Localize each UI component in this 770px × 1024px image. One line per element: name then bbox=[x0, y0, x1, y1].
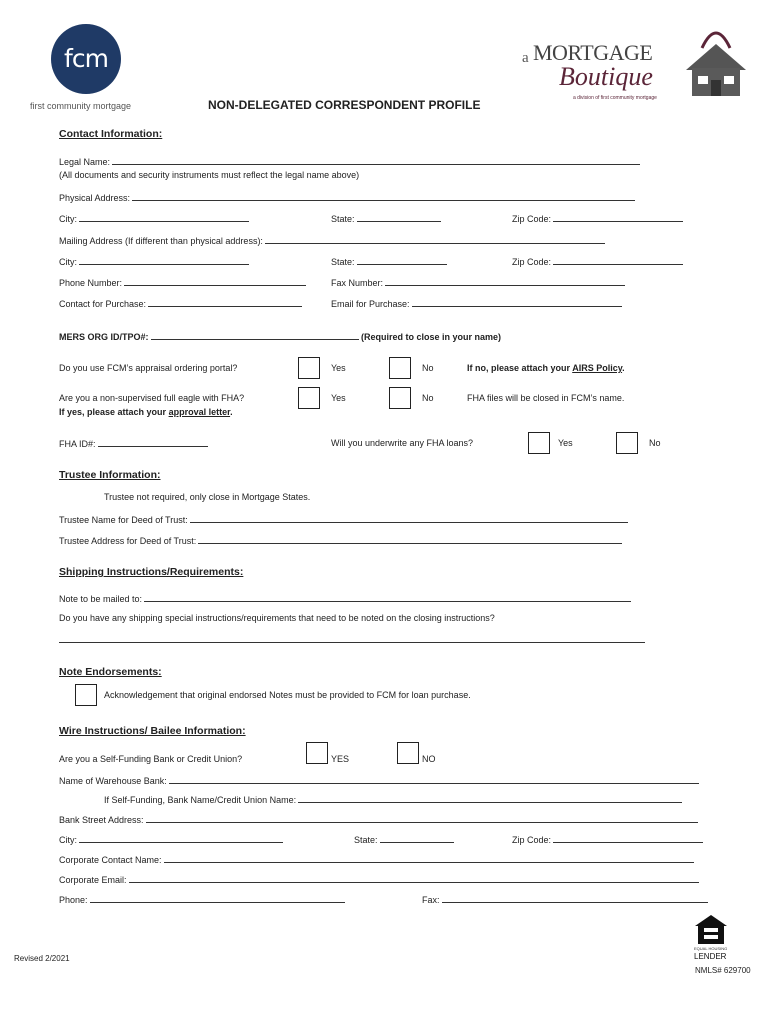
city2-field[interactable] bbox=[79, 256, 249, 265]
wire-zip-label: Zip Code: bbox=[512, 835, 552, 845]
phone-field[interactable] bbox=[124, 277, 306, 286]
nmls-number: NMLS# 629700 bbox=[695, 966, 751, 975]
appraisal-no-label: No bbox=[422, 363, 434, 373]
trustee-note: Trustee not required, only close in Mortgage States. bbox=[104, 492, 311, 502]
wire-state-field[interactable] bbox=[380, 834, 454, 843]
trustee-address-field[interactable] bbox=[198, 535, 622, 544]
mers-note: (Required to close in your name) bbox=[361, 332, 502, 342]
airs-instruction: If no, please attach your AIRS Policy. bbox=[467, 363, 625, 373]
warehouse-field[interactable] bbox=[169, 775, 699, 784]
shipping-special-row bbox=[59, 634, 645, 645]
trustee-address-row bbox=[59, 535, 622, 546]
state2-row bbox=[331, 256, 447, 267]
phone-label: Phone Number: bbox=[59, 278, 123, 288]
wire-phone-row bbox=[59, 894, 345, 905]
section-shipping-heading: Shipping Instructions/Requirements: bbox=[59, 566, 244, 578]
fcm-logo bbox=[51, 24, 121, 94]
warehouse-label: Name of Warehouse Bank: bbox=[59, 776, 167, 786]
wire-phone-field[interactable] bbox=[90, 894, 345, 903]
legal-name-field[interactable] bbox=[112, 156, 640, 165]
fax-label: Fax Number: bbox=[331, 278, 384, 288]
city-label: City: bbox=[59, 214, 77, 224]
approval-letter-link[interactable]: approval letter bbox=[168, 407, 231, 417]
wire-city-row bbox=[59, 834, 283, 845]
wire-fax-row bbox=[422, 894, 708, 905]
equal-housing-icon bbox=[694, 914, 728, 946]
email-purchase-row bbox=[331, 298, 622, 309]
fax-row bbox=[331, 277, 625, 288]
self-funding-yes-checkbox[interactable] bbox=[306, 742, 328, 764]
note-mailed-label: Note to be mailed to: bbox=[59, 594, 143, 604]
sf-bank-field[interactable] bbox=[298, 794, 682, 803]
corporate-email-field[interactable] bbox=[129, 874, 699, 883]
fha-eagle-no-label: No bbox=[422, 393, 434, 403]
bank-street-field[interactable] bbox=[146, 814, 698, 823]
zip-field[interactable] bbox=[553, 213, 683, 222]
wire-city-label: City: bbox=[59, 835, 77, 845]
fha-eagle-question: Are you a non-supervised full eagle with FHA? bbox=[59, 393, 245, 403]
trustee-name-label: Trustee Name for Deed of Trust: bbox=[59, 515, 188, 525]
state-row bbox=[331, 213, 441, 224]
airs-policy-link[interactable]: AIRS Policy bbox=[572, 363, 623, 373]
self-funding-question: Are you a Self-Funding Bank or Credit Union? bbox=[59, 754, 243, 764]
corporate-email-label: Corporate Email: bbox=[59, 875, 127, 885]
fha-id-row bbox=[59, 438, 208, 449]
email-purchase-field[interactable] bbox=[412, 298, 622, 307]
zip-row bbox=[512, 213, 683, 224]
self-funding-no-checkbox[interactable] bbox=[397, 742, 419, 764]
wire-zip-field[interactable] bbox=[553, 834, 703, 843]
legal-name-note: (All documents and security instruments must reflect the legal name above) bbox=[59, 170, 360, 180]
fha-closing-note: FHA files will be closed in FCM’s name. bbox=[467, 393, 625, 403]
wire-city-field[interactable] bbox=[79, 834, 283, 843]
lender-text: LENDER bbox=[694, 952, 727, 961]
email-purchase-label: Email for Purchase: bbox=[331, 299, 410, 309]
self-funding-yes-label: YES bbox=[331, 754, 350, 764]
fha-approval-prefix: If yes, please attach your bbox=[59, 407, 167, 417]
mailing-address-field[interactable] bbox=[265, 235, 605, 244]
bank-street-label: Bank Street Address: bbox=[59, 815, 144, 825]
contact-purchase-field[interactable] bbox=[148, 298, 302, 307]
corporate-contact-row bbox=[59, 854, 694, 865]
mers-field[interactable] bbox=[151, 331, 359, 340]
section-endorsements-heading: Note Endorsements: bbox=[59, 666, 162, 678]
fcm-logo-mark: fcm bbox=[64, 44, 108, 73]
fha-eagle-no-checkbox[interactable] bbox=[389, 387, 411, 409]
sf-bank-row bbox=[104, 794, 682, 805]
logo-tagline: a division of first community mortgage bbox=[573, 95, 657, 101]
city2-label: City: bbox=[59, 257, 77, 267]
fha-id-field[interactable] bbox=[98, 438, 208, 447]
underwrite-no-label: No bbox=[649, 438, 661, 448]
section-wire-heading: Wire Instructions/ Bailee Information: bbox=[59, 725, 246, 737]
mailing-address-row bbox=[59, 235, 605, 246]
appraisal-question: Do you use FCM’s appraisal ordering portal? bbox=[59, 363, 238, 373]
shipping-special-question: Do you have any shipping special instructions/requirements that need to be noted on the closing instructions? bbox=[59, 613, 495, 623]
fax-field[interactable] bbox=[385, 277, 625, 286]
wire-state-row bbox=[354, 834, 454, 845]
wire-zip-row bbox=[512, 834, 703, 845]
physical-address-row bbox=[59, 192, 635, 203]
state-label: State: bbox=[331, 214, 355, 224]
equal-housing-text: EQUAL HOUSING bbox=[694, 946, 728, 951]
logo-word-boutique: Boutique bbox=[559, 62, 653, 91]
zip-label: Zip Code: bbox=[512, 214, 552, 224]
appraisal-yes-checkbox[interactable] bbox=[298, 357, 320, 379]
house-purse-icon bbox=[684, 24, 748, 98]
warehouse-row bbox=[59, 775, 699, 786]
physical-address-field[interactable] bbox=[132, 192, 635, 201]
phone-row bbox=[59, 277, 306, 288]
page-title: NON-DELEGATED CORRESPONDENT PROFILE bbox=[208, 98, 481, 112]
airs-prefix: If no, please attach your bbox=[467, 363, 571, 373]
state2-field[interactable] bbox=[357, 256, 447, 265]
city-row bbox=[59, 213, 249, 224]
underwrite-question: Will you underwrite any FHA loans? bbox=[331, 438, 474, 448]
section-contact-heading: Contact Information: bbox=[59, 128, 163, 140]
appraisal-no-checkbox[interactable] bbox=[389, 357, 411, 379]
wire-fax-field[interactable] bbox=[442, 894, 708, 903]
revised-date: Revised 2/2021 bbox=[14, 954, 70, 963]
underwrite-yes-checkbox[interactable] bbox=[528, 432, 550, 454]
contact-purchase-label: Contact for Purchase: bbox=[59, 299, 147, 309]
fha-eagle-yes-label: Yes bbox=[331, 393, 346, 403]
logo-word-mortgage: MORTGAGE bbox=[533, 40, 653, 65]
shipping-special-field[interactable] bbox=[59, 634, 645, 643]
wire-fax-label: Fax: bbox=[422, 895, 440, 905]
legal-name-label: Legal Name: bbox=[59, 157, 111, 167]
endorsement-ack-text: Acknowledgement that original endorsed Notes must be provided to FCM for loan purchase. bbox=[104, 690, 471, 700]
fha-approval-instruction: If yes, please attach your approval letter. bbox=[59, 407, 233, 417]
trustee-name-row bbox=[59, 514, 628, 525]
appraisal-yes-label: Yes bbox=[331, 363, 346, 373]
corporate-contact-field[interactable] bbox=[164, 854, 694, 863]
sf-bank-label: If Self-Funding, Bank Name/Credit Union Name: bbox=[104, 795, 297, 805]
fha-id-label: FHA ID#: bbox=[59, 439, 96, 449]
corporate-email-row bbox=[59, 874, 699, 885]
fha-eagle-yes-checkbox[interactable] bbox=[298, 387, 320, 409]
mailing-address-label: Mailing Address (If different than physical address): bbox=[59, 236, 263, 246]
state2-label: State: bbox=[331, 257, 355, 267]
wire-phone-label: Phone: bbox=[59, 895, 88, 905]
zip2-field[interactable] bbox=[553, 256, 683, 265]
city-field[interactable] bbox=[79, 213, 249, 222]
legal-name-row bbox=[59, 156, 640, 167]
city2-row bbox=[59, 256, 249, 267]
underwrite-no-checkbox[interactable] bbox=[616, 432, 638, 454]
state-field[interactable] bbox=[357, 213, 441, 222]
contact-purchase-row bbox=[59, 298, 302, 309]
zip2-row bbox=[512, 256, 683, 267]
logo-prefix: a bbox=[522, 50, 529, 66]
mers-row bbox=[59, 331, 501, 342]
trustee-name-field[interactable] bbox=[190, 514, 628, 523]
physical-address-label: Physical Address: bbox=[59, 193, 131, 203]
endorsement-ack-checkbox[interactable] bbox=[75, 684, 97, 706]
self-funding-no-label: NO bbox=[422, 754, 436, 764]
fcm-logo-subtitle: first community mortgage bbox=[30, 101, 132, 111]
zip2-label: Zip Code: bbox=[512, 257, 552, 267]
note-mailed-row bbox=[59, 593, 631, 604]
note-mailed-field[interactable] bbox=[144, 593, 631, 602]
wire-state-label: State: bbox=[354, 835, 378, 845]
bank-street-row bbox=[59, 814, 698, 825]
underwrite-yes-label: Yes bbox=[558, 438, 573, 448]
mers-label: MERS ORG ID/TPO#: bbox=[59, 332, 149, 342]
trustee-address-label: Trustee Address for Deed of Trust: bbox=[59, 536, 197, 546]
section-trustee-heading: Trustee Information: bbox=[59, 469, 161, 481]
corporate-contact-label: Corporate Contact Name: bbox=[59, 855, 162, 865]
